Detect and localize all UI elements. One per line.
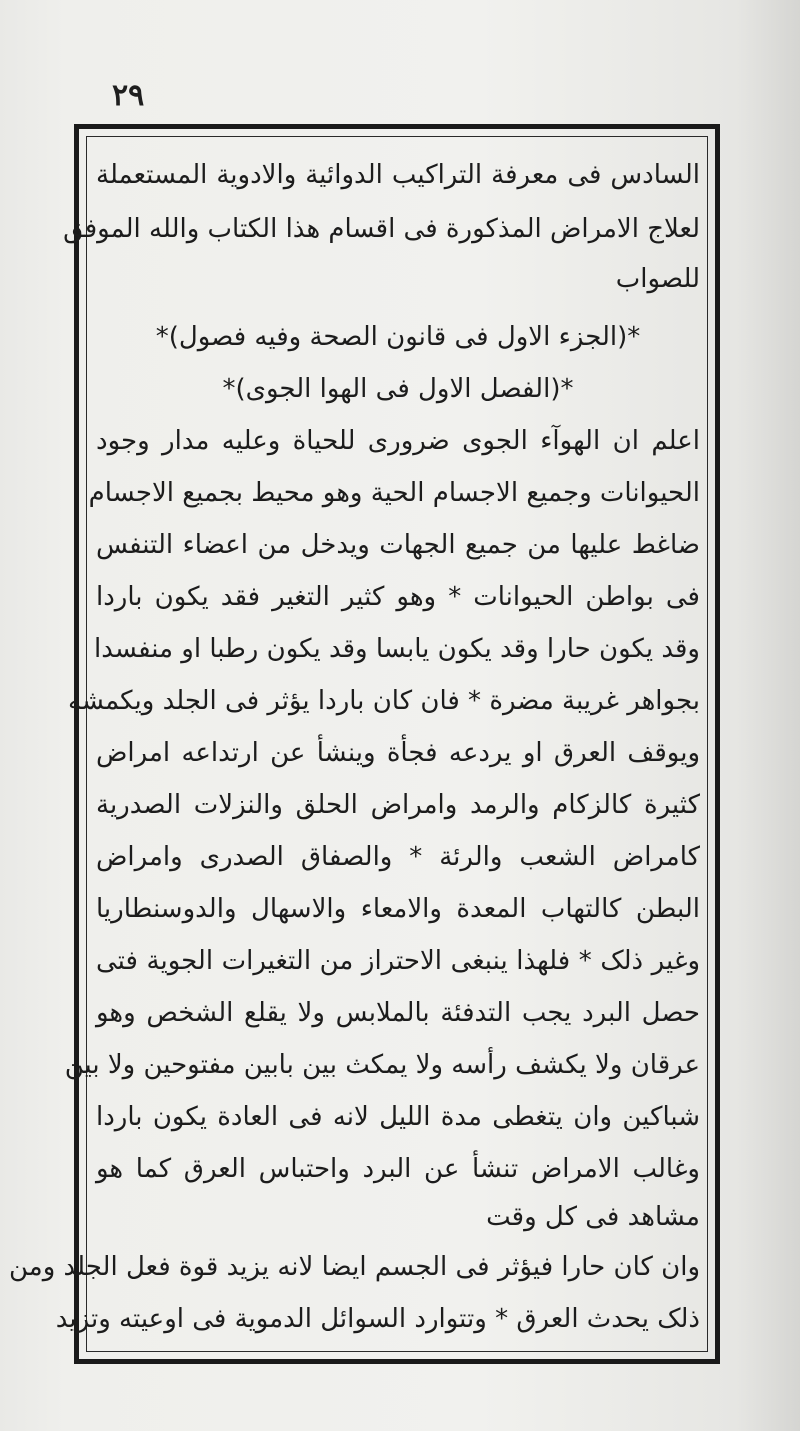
text-line: لعلاج الامراض المذکورة فی اقسام هذا الکتاب والله الموفق xyxy=(63,214,700,244)
text-line: بجواهر غریبة مضرة * فان کان باردا یؤثر فی الجلد ویکمشه xyxy=(68,686,700,716)
text-line: کثیرة کالزکام والرمد وامراض الحلق والنزلات الصدریة xyxy=(96,790,700,820)
chapter-heading: *(الفصل الاول فی الهوا الجوی)* xyxy=(222,374,574,404)
text-block xyxy=(8,146,700,1346)
text-line: وغیر ذلک * فلهذا ینبغی الاحتراز من التغیرات الجویة فتی xyxy=(96,946,700,976)
text-line: للصواب xyxy=(615,264,700,294)
text-line: وغالب الامراض تنشأ عن البرد واحتباس العرق کما هو xyxy=(96,1154,700,1184)
text-line: وقد یکون حارا وقد یکون یابسا وقد یکون رطبا او منفسدا xyxy=(94,634,700,664)
text-line: شباکین وان یتغطی مدة اللیل لانه فی العادة یکون باردا xyxy=(96,1102,700,1132)
text-line: البطن کالتهاب المعدة والامعاء والاسهال والدوسنطاریا xyxy=(96,894,700,924)
part-heading: *(الجزء الاول فی قانون الصحة وفیه فصول)* xyxy=(155,322,641,352)
text-line: وان کان حارا فیؤثر فی الجسم ایضا لانه یزید قوة فعل الجلد ومن xyxy=(8,1252,700,1282)
text-line: ویوقف العرق او یردعه فجأة وینشأ عن ارتداعه امراض xyxy=(96,738,700,768)
text-line: الحیوانات وجمیع الاجسام الحیة وهو محیط بجمیع الاجسام xyxy=(88,478,700,508)
page-number: ٢٩ xyxy=(112,78,145,113)
text-line: اعلم ان الهوآء الجوی ضروری للحیاة وعلیه مدار وجود xyxy=(96,426,700,456)
text-line: السادس فی معرفة التراکیب الدوائیة والادویة المستعملة xyxy=(96,160,700,190)
text-line: فی بواطن الحیوانات * وهو کثیر التغیر فقد یکون باردا xyxy=(96,582,700,612)
text-line: ذلک یحدث العرق * وتتوارد السوائل الدمویة فی اوعیته وتزید xyxy=(55,1304,700,1334)
text-line: کامراض الشعب والرئة * والصفاق الصدری وامراض xyxy=(96,842,700,872)
text-line: مشاهد فی کل وقت xyxy=(486,1202,700,1232)
text-line: ضاغط علیها من جمیع الجهات ویدخل من اعضاء التنفس xyxy=(96,530,700,560)
text-line: حصل البرد یجب التدفئة بالملابس ولا یقلع الشخص وهو xyxy=(96,998,700,1028)
text-line: عرقان ولا یکشف رأسه ولا یمکث بین بابین مفتوحین ولا بین xyxy=(64,1050,700,1080)
